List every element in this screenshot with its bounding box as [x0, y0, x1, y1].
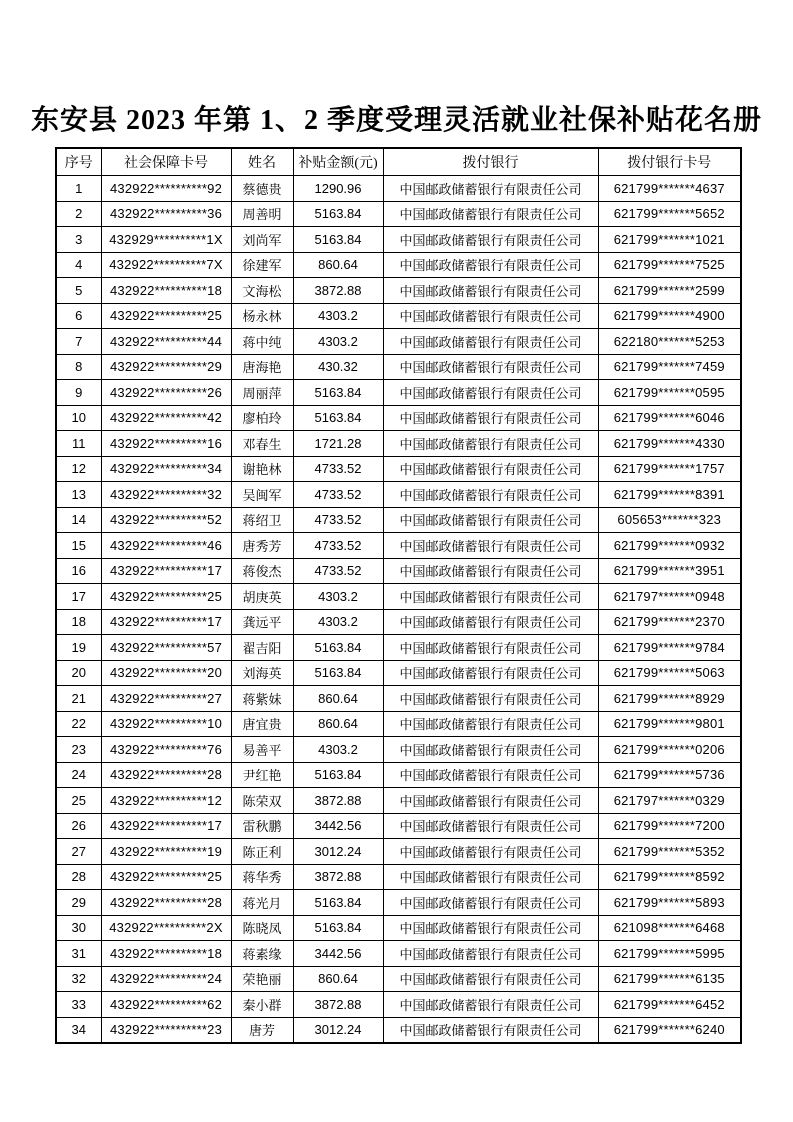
ssn-cell: 432922**********28 [101, 762, 231, 788]
table-row [56, 278, 741, 304]
subsidy-amount-cell: 860.64 [293, 686, 383, 712]
ssn-cell: 432922**********34 [101, 456, 231, 482]
subsidy-amount-cell: 3442.56 [293, 941, 383, 967]
subsidy-amount-cell: 5163.84 [293, 762, 383, 788]
table-row [56, 864, 741, 890]
serial-number-cell: 19 [56, 635, 101, 661]
person-name-cell: 谢艳林 [231, 456, 293, 482]
serial-number-cell: 26 [56, 813, 101, 839]
subsidy-roster-table [55, 147, 742, 1044]
bank-name-cell: 中国邮政储蓄银行有限责任公司 [383, 1017, 598, 1043]
serial-number-cell: 24 [56, 762, 101, 788]
table-row [56, 941, 741, 967]
ssn-cell: 432922**********92 [101, 176, 231, 202]
subsidy-amount-cell: 5163.84 [293, 915, 383, 941]
bank-card-cell: 621799*******4900 [598, 303, 741, 329]
ssn-cell: 432922**********17 [101, 609, 231, 635]
bank-card-cell: 621799*******3951 [598, 558, 741, 584]
person-name-cell: 刘尚军 [231, 227, 293, 253]
table-row [56, 354, 741, 380]
bank-name-cell: 中国邮政储蓄银行有限责任公司 [383, 507, 598, 533]
bank-card-cell: 621799*******8592 [598, 864, 741, 890]
subsidy-amount-cell: 1290.96 [293, 176, 383, 202]
header-name: 姓名 [231, 148, 293, 176]
bank-name-cell: 中国邮政储蓄银行有限责任公司 [383, 660, 598, 686]
ssn-cell: 432922**********17 [101, 813, 231, 839]
bank-name-cell: 中国邮政储蓄银行有限责任公司 [383, 329, 598, 355]
bank-card-cell: 621799*******0595 [598, 380, 741, 406]
ssn-cell: 432922**********62 [101, 992, 231, 1018]
bank-card-cell: 621799*******1021 [598, 227, 741, 253]
bank-name-cell: 中国邮政储蓄银行有限责任公司 [383, 278, 598, 304]
serial-number-cell: 2 [56, 201, 101, 227]
serial-number-cell: 9 [56, 380, 101, 406]
ssn-cell: 432922**********25 [101, 584, 231, 610]
ssn-cell: 432922**********26 [101, 380, 231, 406]
person-name-cell: 唐秀芳 [231, 533, 293, 559]
bank-card-cell: 621799*******4637 [598, 176, 741, 202]
person-name-cell: 周善明 [231, 201, 293, 227]
subsidy-amount-cell: 860.64 [293, 966, 383, 992]
table-row [56, 176, 741, 202]
subsidy-amount-cell: 5163.84 [293, 890, 383, 916]
table-row [56, 201, 741, 227]
serial-number-cell: 30 [56, 915, 101, 941]
subsidy-amount-cell: 860.64 [293, 252, 383, 278]
table-row [56, 584, 741, 610]
bank-name-cell: 中国邮政储蓄银行有限责任公司 [383, 737, 598, 763]
bank-card-cell: 621799*******2370 [598, 609, 741, 635]
subsidy-amount-cell: 4303.2 [293, 303, 383, 329]
table-row [56, 635, 741, 661]
person-name-cell: 雷秋鹏 [231, 813, 293, 839]
serial-number-cell: 33 [56, 992, 101, 1018]
ssn-cell: 432922**********42 [101, 405, 231, 431]
bank-card-cell: 621799*******6046 [598, 405, 741, 431]
bank-name-cell: 中国邮政储蓄银行有限责任公司 [383, 864, 598, 890]
subsidy-amount-cell: 430.32 [293, 354, 383, 380]
subsidy-amount-cell: 3442.56 [293, 813, 383, 839]
subsidy-amount-cell: 4303.2 [293, 329, 383, 355]
ssn-cell: 432922**********2X [101, 915, 231, 941]
bank-name-cell: 中国邮政储蓄银行有限责任公司 [383, 354, 598, 380]
bank-name-cell: 中国邮政储蓄银行有限责任公司 [383, 762, 598, 788]
subsidy-amount-cell: 3872.88 [293, 278, 383, 304]
bank-name-cell: 中国邮政储蓄银行有限责任公司 [383, 635, 598, 661]
bank-name-cell: 中国邮政储蓄银行有限责任公司 [383, 456, 598, 482]
serial-number-cell: 21 [56, 686, 101, 712]
table-row [56, 303, 741, 329]
table-row [56, 380, 741, 406]
bank-name-cell: 中国邮政储蓄银行有限责任公司 [383, 380, 598, 406]
table-row [56, 788, 741, 814]
serial-number-cell: 32 [56, 966, 101, 992]
subsidy-amount-cell: 5163.84 [293, 380, 383, 406]
subsidy-amount-cell: 4733.52 [293, 456, 383, 482]
person-name-cell: 荣艳丽 [231, 966, 293, 992]
serial-number-cell: 23 [56, 737, 101, 763]
bank-card-cell: 621799*******6240 [598, 1017, 741, 1043]
serial-number-cell: 11 [56, 431, 101, 457]
bank-name-cell: 中国邮政储蓄银行有限责任公司 [383, 201, 598, 227]
table-row [56, 558, 741, 584]
table-row [56, 431, 741, 457]
bank-name-cell: 中国邮政储蓄银行有限责任公司 [383, 176, 598, 202]
person-name-cell: 蒋华秀 [231, 864, 293, 890]
bank-card-cell: 621799*******7525 [598, 252, 741, 278]
subsidy-amount-cell: 860.64 [293, 711, 383, 737]
serial-number-cell: 8 [56, 354, 101, 380]
person-name-cell: 刘海英 [231, 660, 293, 686]
subsidy-amount-cell: 4303.2 [293, 584, 383, 610]
ssn-cell: 432922**********18 [101, 941, 231, 967]
serial-number-cell: 10 [56, 405, 101, 431]
serial-number-cell: 31 [56, 941, 101, 967]
person-name-cell: 唐宜贵 [231, 711, 293, 737]
bank-card-cell: 621799*******6452 [598, 992, 741, 1018]
bank-card-cell: 621799*******1757 [598, 456, 741, 482]
bank-card-cell: 621799*******4330 [598, 431, 741, 457]
header-serial-number: 序号 [56, 148, 101, 176]
table-row [56, 992, 741, 1018]
bank-card-cell: 605653*******323 [598, 507, 741, 533]
bank-card-cell: 621799*******8929 [598, 686, 741, 712]
serial-number-cell: 1 [56, 176, 101, 202]
bank-name-cell: 中国邮政储蓄银行有限责任公司 [383, 941, 598, 967]
bank-name-cell: 中国邮政储蓄银行有限责任公司 [383, 405, 598, 431]
person-name-cell: 杨永林 [231, 303, 293, 329]
table-row [56, 839, 741, 865]
ssn-cell: 432922**********12 [101, 788, 231, 814]
serial-number-cell: 6 [56, 303, 101, 329]
bank-name-cell: 中国邮政储蓄银行有限责任公司 [383, 686, 598, 712]
table-row [56, 890, 741, 916]
ssn-cell: 432922**********52 [101, 507, 231, 533]
table-row [56, 813, 741, 839]
person-name-cell: 周丽萍 [231, 380, 293, 406]
table-row [56, 966, 741, 992]
table-row [56, 762, 741, 788]
ssn-cell: 432922**********17 [101, 558, 231, 584]
header-disbursing-bank: 拨付银行 [383, 148, 598, 176]
subsidy-amount-cell: 3872.88 [293, 992, 383, 1018]
serial-number-cell: 13 [56, 482, 101, 508]
person-name-cell: 蒋绍卫 [231, 507, 293, 533]
table-row [56, 227, 741, 253]
ssn-cell: 432922**********20 [101, 660, 231, 686]
ssn-cell: 432922**********25 [101, 864, 231, 890]
serial-number-cell: 14 [56, 507, 101, 533]
bank-card-cell: 621799*******7459 [598, 354, 741, 380]
serial-number-cell: 27 [56, 839, 101, 865]
ssn-cell: 432922**********23 [101, 1017, 231, 1043]
bank-name-cell: 中国邮政储蓄银行有限责任公司 [383, 584, 598, 610]
bank-card-cell: 621799*******7200 [598, 813, 741, 839]
table-row [56, 456, 741, 482]
serial-number-cell: 12 [56, 456, 101, 482]
bank-name-cell: 中国邮政储蓄银行有限责任公司 [383, 813, 598, 839]
bank-card-cell: 621799*******5736 [598, 762, 741, 788]
bank-card-cell: 621799*******5893 [598, 890, 741, 916]
subsidy-amount-cell: 1721.28 [293, 431, 383, 457]
person-name-cell: 陈晓凤 [231, 915, 293, 941]
ssn-cell: 432922**********27 [101, 686, 231, 712]
person-name-cell: 唐海艳 [231, 354, 293, 380]
bank-card-cell: 621797*******0329 [598, 788, 741, 814]
serial-number-cell: 17 [56, 584, 101, 610]
bank-card-cell: 621799*******0932 [598, 533, 741, 559]
bank-name-cell: 中国邮政储蓄银行有限责任公司 [383, 431, 598, 457]
bank-name-cell: 中国邮政储蓄银行有限责任公司 [383, 533, 598, 559]
ssn-cell: 432922**********24 [101, 966, 231, 992]
subsidy-amount-cell: 4303.2 [293, 737, 383, 763]
ssn-cell: 432922**********18 [101, 278, 231, 304]
serial-number-cell: 18 [56, 609, 101, 635]
table-row [56, 686, 741, 712]
subsidy-amount-cell: 3872.88 [293, 788, 383, 814]
table-row [56, 1017, 741, 1043]
header-subsidy-amount: 补贴金额(元) [293, 148, 383, 176]
person-name-cell: 陈荣双 [231, 788, 293, 814]
person-name-cell: 徐建军 [231, 252, 293, 278]
ssn-cell: 432929**********1X [101, 227, 231, 253]
ssn-cell: 432922**********44 [101, 329, 231, 355]
person-name-cell: 蔡德贵 [231, 176, 293, 202]
ssn-cell: 432922**********46 [101, 533, 231, 559]
serial-number-cell: 20 [56, 660, 101, 686]
person-name-cell: 胡庚英 [231, 584, 293, 610]
ssn-cell: 432922**********36 [101, 201, 231, 227]
ssn-cell: 432922**********29 [101, 354, 231, 380]
person-name-cell: 文海松 [231, 278, 293, 304]
serial-number-cell: 34 [56, 1017, 101, 1043]
person-name-cell: 易善平 [231, 737, 293, 763]
person-name-cell: 蒋素缘 [231, 941, 293, 967]
person-name-cell: 蒋俊杰 [231, 558, 293, 584]
ssn-cell: 432922**********10 [101, 711, 231, 737]
subsidy-amount-cell: 4733.52 [293, 507, 383, 533]
table-row [56, 507, 741, 533]
person-name-cell: 尹红艳 [231, 762, 293, 788]
person-name-cell: 唐芳 [231, 1017, 293, 1043]
bank-name-cell: 中国邮政储蓄银行有限责任公司 [383, 915, 598, 941]
person-name-cell: 蒋紫妹 [231, 686, 293, 712]
serial-number-cell: 28 [56, 864, 101, 890]
header-social-security-card-number: 社会保障卡号 [101, 148, 231, 176]
person-name-cell: 翟吉阳 [231, 635, 293, 661]
subsidy-amount-cell: 3872.88 [293, 864, 383, 890]
ssn-cell: 432922**********28 [101, 890, 231, 916]
person-name-cell: 秦小群 [231, 992, 293, 1018]
ssn-cell: 432922**********19 [101, 839, 231, 865]
subsidy-amount-cell: 4733.52 [293, 558, 383, 584]
bank-card-cell: 621799*******9801 [598, 711, 741, 737]
ssn-cell: 432922**********76 [101, 737, 231, 763]
bank-card-cell: 621098*******6468 [598, 915, 741, 941]
ssn-cell: 432922**********7X [101, 252, 231, 278]
ssn-cell: 432922**********32 [101, 482, 231, 508]
table-row [56, 711, 741, 737]
subsidy-amount-cell: 4733.52 [293, 482, 383, 508]
table-row [56, 915, 741, 941]
table-row [56, 609, 741, 635]
person-name-cell: 龚远平 [231, 609, 293, 635]
person-name-cell: 廖柏玲 [231, 405, 293, 431]
bank-card-cell: 621799*******8391 [598, 482, 741, 508]
bank-card-cell: 621799*******9784 [598, 635, 741, 661]
header-disbursing-bank-card-number: 拨付银行卡号 [598, 148, 741, 176]
bank-card-cell: 621799*******5063 [598, 660, 741, 686]
bank-name-cell: 中国邮政储蓄银行有限责任公司 [383, 227, 598, 253]
bank-card-cell: 621799*******5352 [598, 839, 741, 865]
bank-card-cell: 621799*******6135 [598, 966, 741, 992]
bank-name-cell: 中国邮政储蓄银行有限责任公司 [383, 303, 598, 329]
table-row [56, 405, 741, 431]
bank-name-cell: 中国邮政储蓄银行有限责任公司 [383, 482, 598, 508]
serial-number-cell: 16 [56, 558, 101, 584]
person-name-cell: 陈正利 [231, 839, 293, 865]
serial-number-cell: 15 [56, 533, 101, 559]
serial-number-cell: 4 [56, 252, 101, 278]
bank-card-cell: 621799*******2599 [598, 278, 741, 304]
subsidy-amount-cell: 4733.52 [293, 533, 383, 559]
bank-name-cell: 中国邮政储蓄银行有限责任公司 [383, 252, 598, 278]
subsidy-amount-cell: 5163.84 [293, 201, 383, 227]
table-row [56, 737, 741, 763]
bank-card-cell: 621799*******5995 [598, 941, 741, 967]
bank-name-cell: 中国邮政储蓄银行有限责任公司 [383, 788, 598, 814]
table-row [56, 660, 741, 686]
bank-name-cell: 中国邮政储蓄银行有限责任公司 [383, 711, 598, 737]
ssn-cell: 432922**********57 [101, 635, 231, 661]
subsidy-amount-cell: 5163.84 [293, 635, 383, 661]
serial-number-cell: 7 [56, 329, 101, 355]
person-name-cell: 邓春生 [231, 431, 293, 457]
bank-card-cell: 622180*******5253 [598, 329, 741, 355]
serial-number-cell: 5 [56, 278, 101, 304]
table-row [56, 252, 741, 278]
bank-name-cell: 中国邮政储蓄银行有限责任公司 [383, 839, 598, 865]
table-header-row [56, 148, 741, 176]
serial-number-cell: 22 [56, 711, 101, 737]
bank-name-cell: 中国邮政储蓄银行有限责任公司 [383, 992, 598, 1018]
bank-name-cell: 中国邮政储蓄银行有限责任公司 [383, 558, 598, 584]
ssn-cell: 432922**********25 [101, 303, 231, 329]
subsidy-amount-cell: 4303.2 [293, 609, 383, 635]
subsidy-amount-cell: 5163.84 [293, 660, 383, 686]
bank-name-cell: 中国邮政储蓄银行有限责任公司 [383, 966, 598, 992]
serial-number-cell: 3 [56, 227, 101, 253]
person-name-cell: 吴闽军 [231, 482, 293, 508]
subsidy-amount-cell: 5163.84 [293, 227, 383, 253]
ssn-cell: 432922**********16 [101, 431, 231, 457]
subsidy-amount-cell: 3012.24 [293, 1017, 383, 1043]
serial-number-cell: 29 [56, 890, 101, 916]
table-row [56, 329, 741, 355]
bank-card-cell: 621797*******0948 [598, 584, 741, 610]
bank-name-cell: 中国邮政储蓄银行有限责任公司 [383, 890, 598, 916]
table-row [56, 533, 741, 559]
bank-name-cell: 中国邮政储蓄银行有限责任公司 [383, 609, 598, 635]
subsidy-amount-cell: 5163.84 [293, 405, 383, 431]
page-title: 东安县 2023 年第 1、2 季度受理灵活就业社保补贴花名册 [30, 105, 762, 136]
person-name-cell: 蒋光月 [231, 890, 293, 916]
bank-card-cell: 621799*******5652 [598, 201, 741, 227]
serial-number-cell: 25 [56, 788, 101, 814]
subsidy-amount-cell: 3012.24 [293, 839, 383, 865]
table-row [56, 482, 741, 508]
person-name-cell: 蒋中纯 [231, 329, 293, 355]
bank-card-cell: 621799*******0206 [598, 737, 741, 763]
